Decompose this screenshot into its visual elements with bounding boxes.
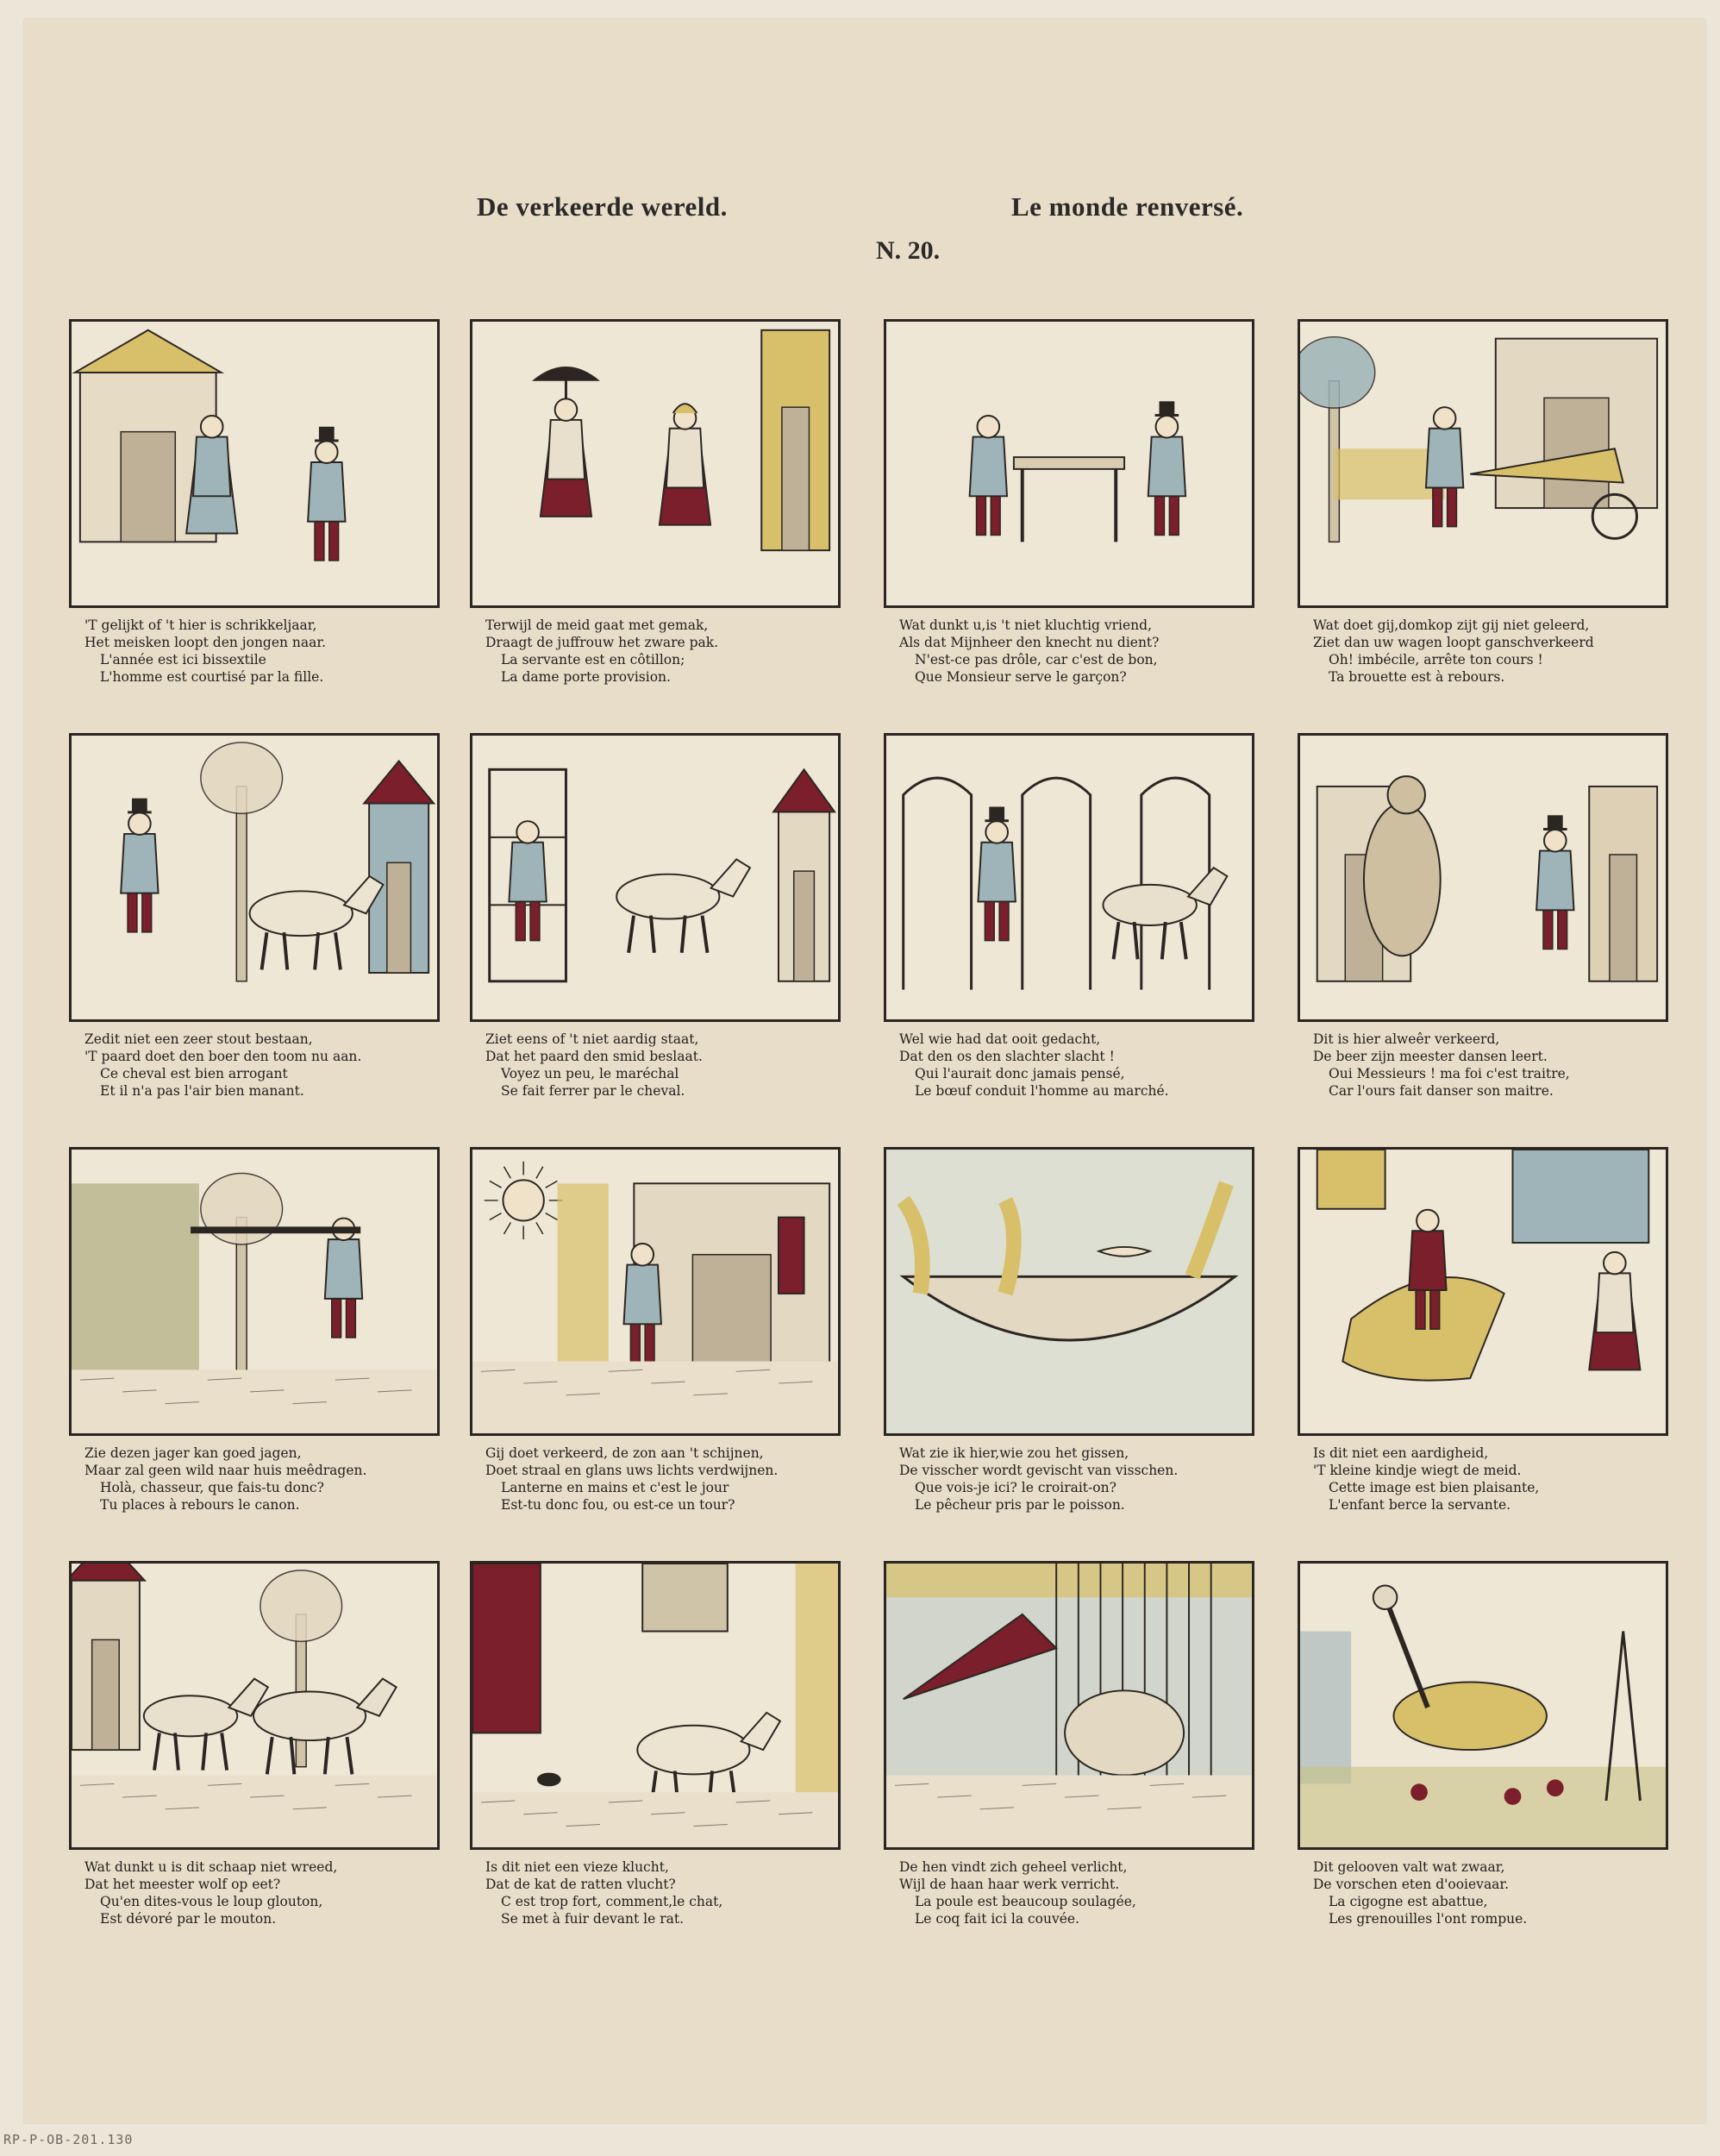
caption-verse — [69, 617, 440, 686]
woodcut-illustration — [884, 1561, 1254, 1850]
caption-line-dutch: De visscher wordt gevischt van visschen. — [899, 1463, 1179, 1478]
caption-verse — [69, 1858, 440, 1927]
caption-line-dutch: 'T paard doet den boer den toom nu aan. — [84, 1049, 362, 1064]
title-dutch: De verkeerde wereld. — [477, 191, 728, 222]
caption-verse — [1298, 1031, 1668, 1100]
caption-line-dutch: Gij doet verkeerd, de zon aan 't schijnen, — [485, 1445, 764, 1461]
print-panel — [69, 319, 440, 686]
caption-line-french: Qui l'aurait donc jamais pensé, — [915, 1066, 1125, 1081]
caption-verse — [470, 1031, 841, 1100]
caption-line-french: La poule est beaucoup soulagée, — [915, 1894, 1136, 1909]
caption-verse — [884, 1031, 1254, 1100]
caption-verse — [884, 1445, 1254, 1514]
caption-line-dutch: Maar zal geen wild naar huis meêdragen. — [84, 1463, 367, 1478]
caption-line-french: Car l'ours fait danser son maitre. — [1329, 1083, 1554, 1099]
caption-line-dutch: Wat dunkt u,is 't niet kluchtig vriend, — [899, 617, 1153, 633]
caption-line-french: Holà, chasseur, que fais-tu donc? — [100, 1480, 324, 1495]
woodcut-illustration — [1298, 1147, 1668, 1436]
woodcut-illustration — [884, 1147, 1254, 1436]
caption-line-french: L'enfant berce la servante. — [1329, 1497, 1511, 1513]
caption-line-french: La servante est en côtillon; — [501, 652, 685, 667]
caption-line-french: C est trop fort, comment,le chat, — [501, 1894, 723, 1909]
caption-line-french: Le coq fait ici la couvée. — [915, 1911, 1080, 1927]
caption-line-french: Est-tu donc fou, ou est-ce un tour? — [501, 1497, 735, 1513]
caption-line-dutch: Wat dunkt u is dit schaap niet wreed, — [84, 1859, 338, 1875]
caption-line-french: Que Monsieur serve le garçon? — [915, 669, 1127, 685]
caption-line-french: Tu places à rebours le canon. — [100, 1497, 300, 1513]
caption-verse — [1298, 1858, 1668, 1927]
print-panel — [884, 1561, 1254, 1927]
woodcut-illustration — [69, 319, 440, 608]
caption-line-dutch: Wat doet gij,domkop zijt gij niet geleerd, — [1313, 617, 1590, 633]
caption-line-dutch: Doet straal en glans uws lichts verdwijnen. — [485, 1463, 779, 1478]
caption-line-dutch: Draagt de juffrouw het zware pak. — [485, 635, 719, 650]
caption-line-french: La cigogne est abattue, — [1329, 1894, 1488, 1909]
caption-line-french: Qu'en dites-vous le loup glouton, — [100, 1894, 323, 1909]
caption-line-french: Que vois-je ici? le croirait-on? — [915, 1480, 1116, 1495]
sheet-number: N. 20. — [876, 236, 941, 265]
print-panel — [1298, 1147, 1668, 1514]
caption-line-french: La dame porte provision. — [501, 669, 671, 685]
caption-line-dutch: Terwijl de meid gaat met gemak, — [485, 617, 709, 633]
woodcut-illustration — [69, 1561, 440, 1850]
print-panel — [470, 1147, 841, 1514]
caption-line-dutch: Dat de kat de ratten vlucht? — [485, 1877, 676, 1892]
woodcut-illustration — [69, 1147, 440, 1436]
caption-line-dutch: Zie dezen jager kan goed jagen, — [84, 1445, 302, 1461]
print-panel — [884, 319, 1254, 686]
caption-line-dutch: Zedit niet een zeer stout bestaan, — [84, 1031, 313, 1047]
caption-line-dutch: De beer zijn meester dansen leert. — [1313, 1049, 1548, 1064]
caption-line-dutch: Wijl de haan haar werk verricht. — [899, 1877, 1120, 1892]
caption-verse — [69, 1445, 440, 1514]
caption-line-dutch: Dat het paard den smid beslaat. — [485, 1049, 703, 1064]
caption-line-french: Se fait ferrer par le cheval. — [501, 1083, 685, 1099]
caption-line-dutch: De hen vindt zich geheel verlicht, — [899, 1859, 1128, 1875]
caption-verse — [470, 1858, 841, 1927]
woodcut-illustration — [1298, 319, 1668, 608]
print-panel — [1298, 319, 1668, 686]
caption-line-french: L'homme est courtisé par la fille. — [100, 669, 324, 685]
caption-line-dutch: Het meisken loopt den jongen naar. — [84, 635, 327, 650]
caption-line-french: Lanterne en mains et c'est le jour — [501, 1480, 729, 1495]
caption-verse — [69, 1031, 440, 1100]
print-panel — [69, 1561, 440, 1927]
woodcut-illustration — [1298, 733, 1668, 1022]
woodcut-illustration — [1298, 1561, 1668, 1850]
caption-line-dutch: Wat zie ik hier,wie zou het gissen, — [899, 1445, 1129, 1461]
caption-verse — [470, 1445, 841, 1514]
caption-line-dutch: Dat den os den slachter slacht ! — [899, 1049, 1115, 1064]
caption-line-french: Le bœuf conduit l'homme au marché. — [915, 1083, 1169, 1099]
print-panel — [470, 319, 841, 686]
caption-line-dutch: Dit gelooven valt wat zwaar, — [1313, 1859, 1505, 1875]
print-panel — [884, 1147, 1254, 1514]
caption-line-french: Le pêcheur pris par le poisson. — [915, 1497, 1125, 1513]
print-panel — [1298, 733, 1668, 1100]
caption-line-french: L'année est ici bissextile — [100, 652, 266, 667]
caption-line-french: Cette image est bien plaisante, — [1329, 1480, 1540, 1495]
inventory-number: RP-P-OB-201.130 — [3, 2132, 134, 2147]
title-french: Le monde renversé. — [1011, 191, 1244, 222]
woodcut-illustration — [470, 1147, 841, 1436]
caption-line-dutch: De vorschen eten d'ooievaar. — [1313, 1877, 1510, 1892]
print-panel — [69, 1147, 440, 1514]
caption-line-dutch: Ziet eens of 't niet aardig staat, — [485, 1031, 699, 1047]
caption-verse — [884, 617, 1254, 686]
woodcut-illustration — [470, 1561, 841, 1850]
caption-line-french: Voyez un peu, le maréchal — [501, 1066, 679, 1081]
caption-line-dutch: Is dit niet een aardigheid, — [1313, 1445, 1489, 1461]
caption-line-dutch: Als dat Mijnheer den knecht nu dient? — [899, 635, 1160, 650]
caption-line-dutch: 'T kleine kindje wiegt de meid. — [1313, 1463, 1522, 1478]
print-panel — [470, 1561, 841, 1927]
caption-line-french: Oui Messieurs ! ma foi c'est traitre, — [1329, 1066, 1570, 1081]
caption-verse — [1298, 1445, 1668, 1514]
caption-line-french: N'est-ce pas drôle, car c'est de bon, — [915, 652, 1158, 667]
caption-line-french: Ce cheval est bien arrogant — [100, 1066, 288, 1081]
woodcut-illustration — [884, 733, 1254, 1022]
caption-line-french: Se met à fuir devant le rat. — [501, 1911, 685, 1927]
woodcut-illustration — [69, 733, 440, 1022]
caption-line-french: Est dévoré par le mouton. — [100, 1911, 277, 1927]
woodcut-illustration — [884, 319, 1254, 608]
caption-line-dutch: Dat het meester wolf op eet? — [84, 1877, 281, 1892]
caption-verse — [884, 1858, 1254, 1927]
print-panel — [1298, 1561, 1668, 1927]
print-panel — [69, 733, 440, 1100]
caption-line-dutch: Wel wie had dat ooit gedacht, — [899, 1031, 1101, 1047]
caption-verse — [470, 617, 841, 686]
caption-verse — [1298, 617, 1668, 686]
caption-line-french: Ta brouette est à rebours. — [1329, 669, 1505, 685]
caption-line-dutch: Is dit niet een vieze klucht, — [485, 1859, 669, 1875]
woodcut-illustration — [470, 733, 841, 1022]
print-panel — [470, 733, 841, 1100]
caption-line-dutch: 'T gelijkt of 't hier is schrikkeljaar, — [84, 617, 317, 633]
caption-line-french: Et il n'a pas l'air bien manant. — [100, 1083, 304, 1099]
caption-line-french: Oh! imbécile, arrête ton cours ! — [1329, 652, 1543, 667]
caption-line-french: Les grenouilles l'ont rompue. — [1329, 1911, 1528, 1927]
print-panel — [884, 733, 1254, 1100]
caption-line-dutch: Ziet dan uw wagen loopt ganschverkeerd — [1313, 635, 1594, 650]
woodcut-illustration — [470, 319, 841, 608]
caption-line-dutch: Dit is hier alweêr verkeerd, — [1313, 1031, 1500, 1047]
